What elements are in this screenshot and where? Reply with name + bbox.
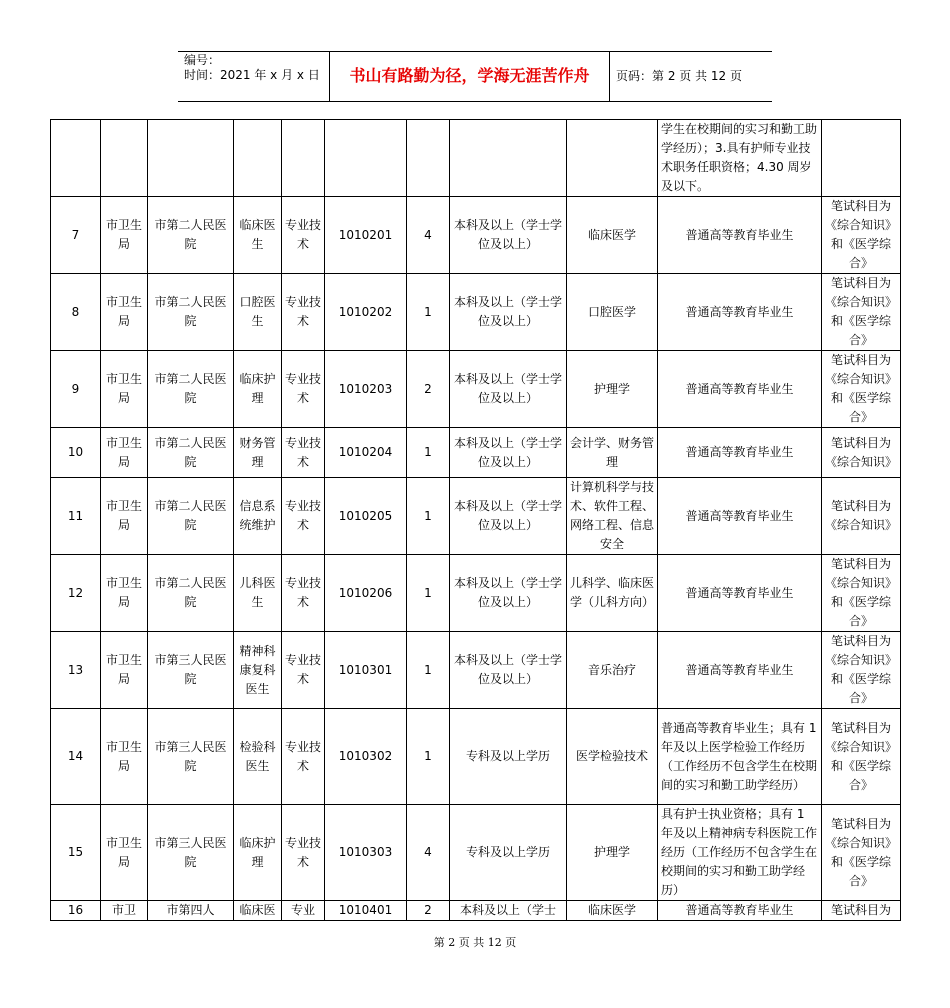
cell-no: 12 (51, 555, 101, 632)
cell-code: 1010204 (325, 428, 407, 478)
cell-no: 15 (51, 805, 101, 901)
cell-dept: 市卫生局 (101, 428, 148, 478)
cell-count: 2 (407, 351, 450, 428)
cell-education: 本科及以上（学士学位及以上） (450, 274, 567, 351)
cell-count: 1 (407, 555, 450, 632)
cell-unit: 市第三人民医院 (148, 805, 234, 901)
cell-requirement: 普通高等教育毕业生 (658, 901, 822, 921)
cell-count: 1 (407, 428, 450, 478)
cell-position: 临床护理 (234, 351, 282, 428)
cell-no (51, 120, 101, 197)
table-row (51, 805, 901, 901)
cell-code: 1010302 (325, 709, 407, 805)
cell-no: 16 (51, 901, 101, 921)
cell-category: 专业 (282, 901, 325, 921)
table-row-continued (51, 120, 901, 197)
header-bottom-rule (178, 101, 772, 102)
cell-unit: 市第二人民医院 (148, 197, 234, 274)
table-row (51, 632, 901, 709)
cell-dept: 市卫生局 (101, 351, 148, 428)
cell-major: 护理学 (567, 805, 658, 901)
table-row (51, 901, 901, 921)
cell-education: 本科及以上（学士学位及以上） (450, 478, 567, 555)
table-row (51, 274, 901, 351)
recruitment-table (50, 119, 901, 921)
cell-major: 口腔医学 (567, 274, 658, 351)
cell-note: 笔试科目为《综合知识》和《医学综合》 (822, 555, 901, 632)
cell-position: 信息系统维护 (234, 478, 282, 555)
cell-unit: 市第四人 (148, 901, 234, 921)
cell-major: 音乐治疗 (567, 632, 658, 709)
cell-unit: 市第二人民医院 (148, 274, 234, 351)
header-page-info: 页码：第 2 页 共 12 页 (616, 69, 742, 83)
cell-unit (148, 120, 234, 197)
table-row (51, 555, 901, 632)
cell-note: 笔试科目为《综合知识》和《医学综合》 (822, 351, 901, 428)
cell-requirement: 普通高等教育毕业生 (658, 274, 822, 351)
cell-requirement: 普通高等教育毕业生 (658, 428, 822, 478)
cell-unit: 市第二人民医院 (148, 428, 234, 478)
cell-unit: 市第二人民医院 (148, 555, 234, 632)
cell-requirement: 普通高等教育毕业生 (658, 555, 822, 632)
cell-dept: 市卫生局 (101, 709, 148, 805)
cell-no: 7 (51, 197, 101, 274)
cell-education: 本科及以上（学士学位及以上） (450, 555, 567, 632)
cell-dept: 市卫生局 (101, 197, 148, 274)
cell-major: 会计学、财务管理 (567, 428, 658, 478)
table-row (51, 478, 901, 555)
cell-category: 专业技术 (282, 478, 325, 555)
cell-requirement: 普通高等教育毕业生；具有 1 年及以上医学检验工作经历（工作经历不包含学生在校期间的实习和勤工助学经历） (658, 709, 822, 805)
table-row (51, 351, 901, 428)
cell-education: 本科及以上（学士学位及以上） (450, 197, 567, 274)
cell-position (234, 120, 282, 197)
cell-unit: 市第二人民医院 (148, 351, 234, 428)
cell-requirement: 普通高等教育毕业生 (658, 478, 822, 555)
cell-no: 14 (51, 709, 101, 805)
cell-education: 本科及以上（学士学位及以上） (450, 428, 567, 478)
header-motto: 书山有路勤为径，学海无涯苦作舟 (349, 66, 590, 85)
cell-category: 专业技术 (282, 197, 325, 274)
cell-category: 专业技术 (282, 274, 325, 351)
cell-position: 儿科医生 (234, 555, 282, 632)
cell-code: 1010401 (325, 901, 407, 921)
cell-no: 13 (51, 632, 101, 709)
cell-note: 笔试科目为《综合知识》和《医学综合》 (822, 197, 901, 274)
cell-note: 笔试科目为《综合知识》和《医学综合》 (822, 805, 901, 901)
cell-position: 临床医生 (234, 197, 282, 274)
header-divider (609, 51, 610, 101)
cell-no: 8 (51, 274, 101, 351)
cell-no: 9 (51, 351, 101, 428)
cell-note (822, 120, 901, 197)
cell-position: 精神科康复科医生 (234, 632, 282, 709)
cell-major: 临床医学 (567, 901, 658, 921)
page-footer: 第 2 页 共 12 页 (433, 936, 517, 949)
cell-category: 专业技术 (282, 555, 325, 632)
header-meta (184, 53, 320, 83)
cell-category: 专业技术 (282, 632, 325, 709)
cell-no: 10 (51, 428, 101, 478)
table-row (51, 197, 901, 274)
cell-education: 专科及以上学历 (450, 805, 567, 901)
cell-category: 专业技术 (282, 805, 325, 901)
cell-count: 2 (407, 901, 450, 921)
cell-code: 1010205 (325, 478, 407, 555)
cell-no: 11 (51, 478, 101, 555)
cell-education: 本科及以上（学士 (450, 901, 567, 921)
cell-count: 1 (407, 274, 450, 351)
cell-code: 1010201 (325, 197, 407, 274)
cell-category: 专业技术 (282, 428, 325, 478)
cell-code: 1010303 (325, 805, 407, 901)
cell-position: 临床护理 (234, 805, 282, 901)
cell-position: 口腔医生 (234, 274, 282, 351)
cell-dept: 市卫生局 (101, 805, 148, 901)
cell-note: 笔试科目为《综合知识》和《医学综合》 (822, 274, 901, 351)
cell-dept: 市卫 (101, 901, 148, 921)
cell-major: 儿科学、临床医学（儿科方向） (567, 555, 658, 632)
cell-education: 本科及以上（学士学位及以上） (450, 351, 567, 428)
code-label: 编号： (184, 53, 221, 67)
cell-dept (101, 120, 148, 197)
cell-dept: 市卫生局 (101, 632, 148, 709)
cell-code: 1010203 (325, 351, 407, 428)
table-row (51, 428, 901, 478)
cell-note: 笔试科目为《综合知识》 (822, 428, 901, 478)
cell-dept: 市卫生局 (101, 274, 148, 351)
cell-note: 笔试科目为 (822, 901, 901, 921)
cell-requirement: 普通高等教育毕业生 (658, 351, 822, 428)
cell-code (325, 120, 407, 197)
cell-position: 临床医 (234, 901, 282, 921)
cell-unit: 市第三人民医院 (148, 709, 234, 805)
cell-education (450, 120, 567, 197)
cell-count: 4 (407, 197, 450, 274)
time-label: 时间：2021 年 x 月 x 日 (184, 68, 320, 82)
cell-education: 本科及以上（学士学位及以上） (450, 632, 567, 709)
cell-dept: 市卫生局 (101, 555, 148, 632)
cell-education: 专科及以上学历 (450, 709, 567, 805)
cell-code: 1010206 (325, 555, 407, 632)
cell-note: 笔试科目为《综合知识》 (822, 478, 901, 555)
cell-major: 护理学 (567, 351, 658, 428)
cell-count: 1 (407, 478, 450, 555)
cell-unit: 市第三人民医院 (148, 632, 234, 709)
cell-count: 4 (407, 805, 450, 901)
cell-code: 1010202 (325, 274, 407, 351)
cell-note: 笔试科目为《综合知识》和《医学综合》 (822, 709, 901, 805)
cell-requirement: 具有护士执业资格；具有 1 年及以上精神病专科医院工作经历（工作经历不包含学生在校期间的实习和勤工助学经历） (658, 805, 822, 901)
cell-category: 专业技术 (282, 709, 325, 805)
cell-position: 检验科医生 (234, 709, 282, 805)
cell-count: 1 (407, 709, 450, 805)
cell-requirement: 普通高等教育毕业生 (658, 632, 822, 709)
cell-major: 医学检验技术 (567, 709, 658, 805)
cell-requirement: 学生在校期间的实习和勤工助学经历）；3.具有护师专业技术职务任职资格；4.30 周岁及以下。 (658, 120, 822, 197)
cell-position: 财务管理 (234, 428, 282, 478)
cell-count: 1 (407, 632, 450, 709)
cell-major: 临床医学 (567, 197, 658, 274)
table-row (51, 709, 901, 805)
cell-category (282, 120, 325, 197)
cell-dept: 市卫生局 (101, 478, 148, 555)
cell-note: 笔试科目为《综合知识》和《医学综合》 (822, 632, 901, 709)
cell-major (567, 120, 658, 197)
cell-count (407, 120, 450, 197)
cell-unit: 市第二人民医院 (148, 478, 234, 555)
cell-requirement: 普通高等教育毕业生 (658, 197, 822, 274)
cell-code: 1010301 (325, 632, 407, 709)
cell-category: 专业技术 (282, 351, 325, 428)
cell-major: 计算机科学与技术、软件工程、网络工程、信息安全 (567, 478, 658, 555)
